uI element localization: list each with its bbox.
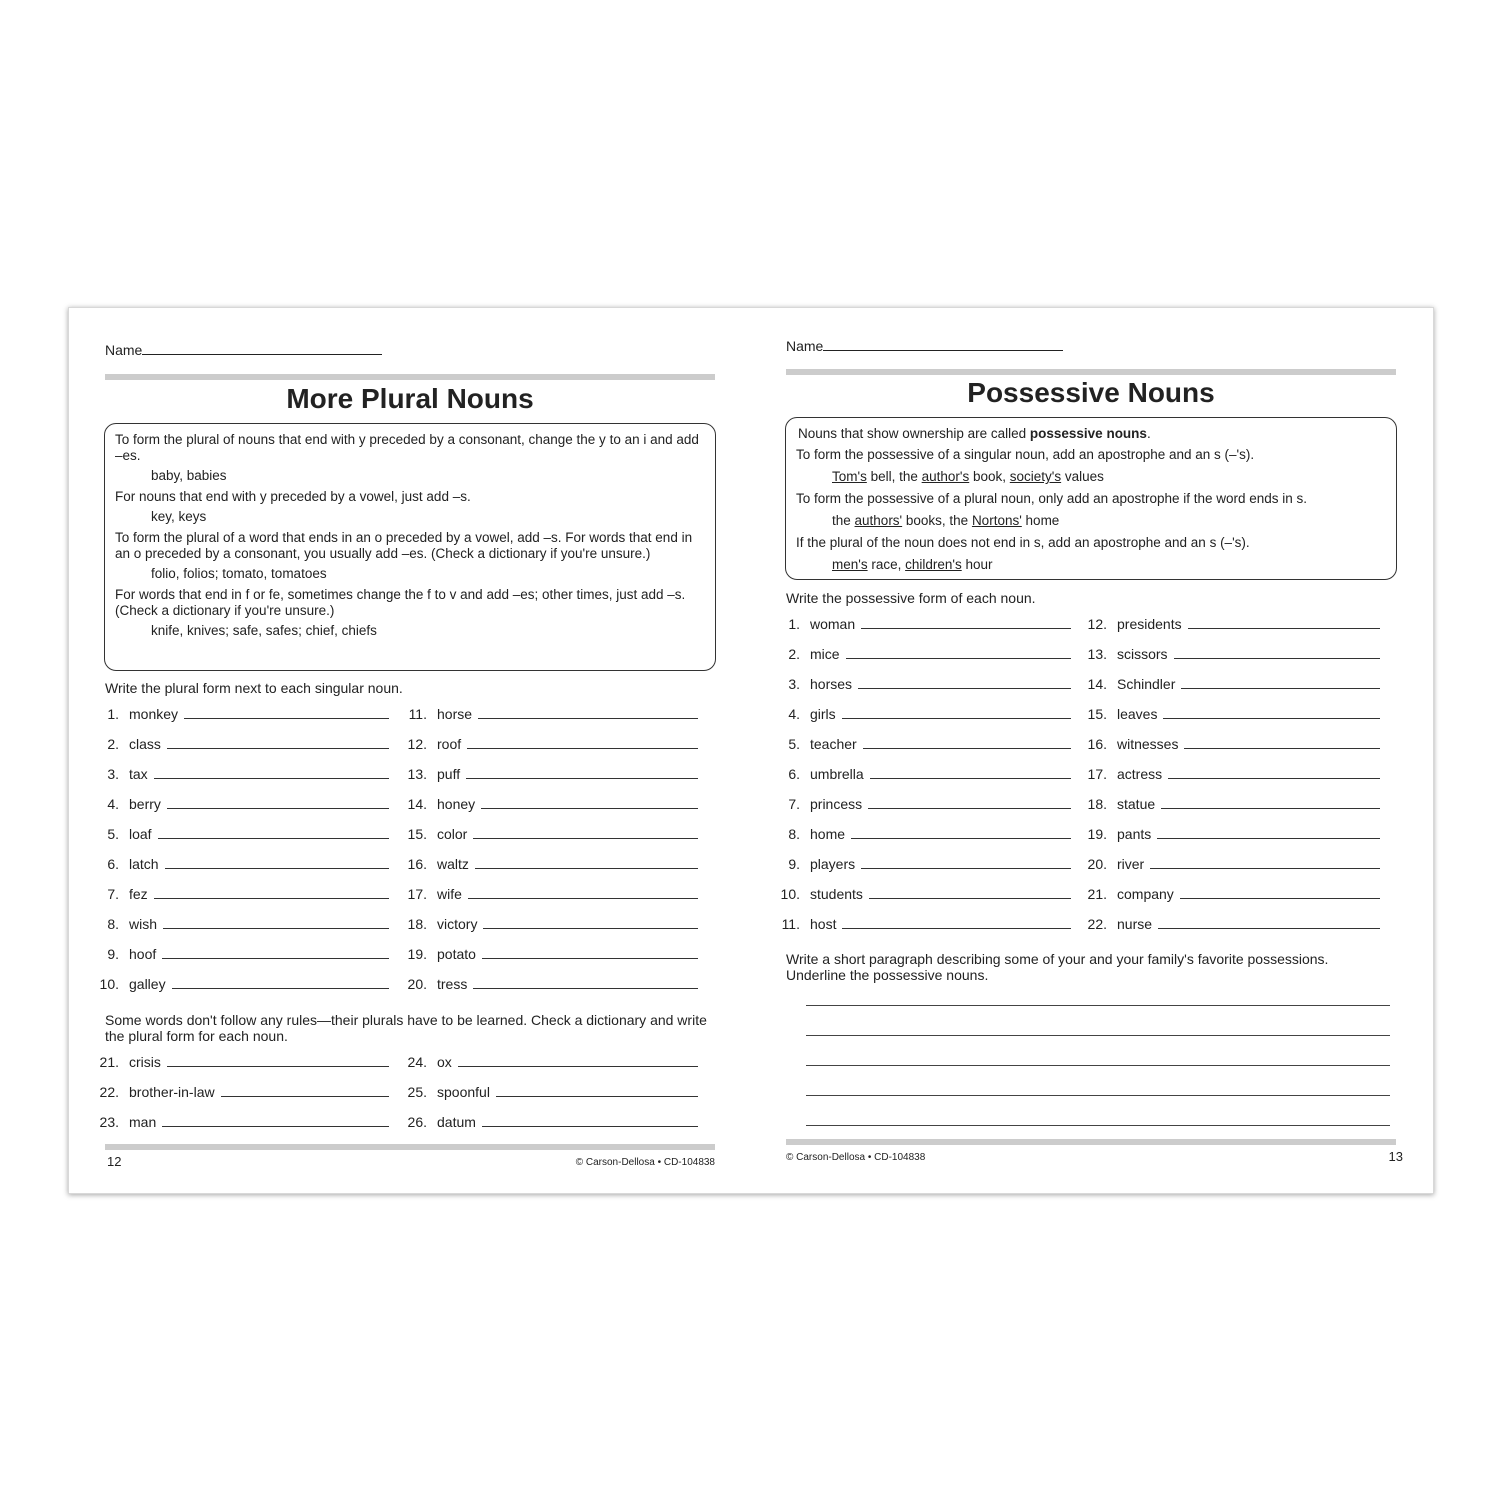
item-word: spoonful <box>437 1084 490 1100</box>
item-number: 17. <box>407 886 427 902</box>
answer-line[interactable] <box>1184 747 1380 749</box>
list-item <box>93 794 389 812</box>
page-title: More Plural Nouns <box>286 383 534 414</box>
answer-line[interactable] <box>458 1065 698 1067</box>
item-number: 12. <box>407 736 427 752</box>
list-item <box>1081 824 1380 842</box>
list-item <box>93 734 389 752</box>
example-segment: hour <box>961 557 993 572</box>
list-item <box>1081 644 1380 662</box>
item-number: 14. <box>1087 676 1107 692</box>
example-segment: the <box>832 513 855 528</box>
item-number: 23. <box>99 1114 119 1130</box>
answer-line[interactable] <box>1180 897 1380 899</box>
item-number: 15. <box>1087 706 1107 722</box>
answer-line[interactable] <box>158 837 389 839</box>
list-item <box>1081 614 1380 632</box>
rule-text: To form the plural of nouns that end with y preceded by a consonant, change the y to an i and add –es. <box>115 432 699 463</box>
list-item <box>93 764 389 782</box>
item-number: 9. <box>788 856 800 872</box>
list-item <box>1081 854 1380 872</box>
item-number: 2. <box>107 736 119 752</box>
item-number: 17. <box>1087 766 1107 782</box>
item-word: woman <box>810 616 856 632</box>
item-number: 20. <box>407 976 427 992</box>
list-item <box>774 614 1071 632</box>
list-item <box>401 734 698 752</box>
item-number: 3. <box>788 676 800 692</box>
rule-text: To form the plural of a word that ends in an o preceded by a vowel, add –s. For words that end in an o preceded by a consonant, you usually add –es. (Check a dictionary if you're unsure.) <box>115 530 693 561</box>
answer-line[interactable] <box>861 867 1071 869</box>
instruction-text-2: Some words don't follow any rules—their plurals have to be learned. Check a dictionary and write the plural form for each noun. <box>105 1012 707 1044</box>
item-word: waltz <box>437 856 469 872</box>
list-item <box>401 944 698 962</box>
item-number: 16. <box>1087 736 1107 752</box>
list-item <box>401 704 698 722</box>
list-item <box>401 854 698 872</box>
answer-line[interactable] <box>468 897 698 899</box>
item-word: home <box>810 826 846 842</box>
answer-line[interactable] <box>167 1065 389 1067</box>
list-item <box>1081 914 1380 932</box>
list-item <box>774 884 1071 902</box>
rules-box <box>104 423 716 671</box>
item-word: company <box>1117 886 1174 902</box>
item-number: 18. <box>1087 796 1107 812</box>
answer-line[interactable] <box>1168 777 1380 779</box>
example-segment: book, <box>969 469 1010 484</box>
item-word: presidents <box>1117 616 1182 632</box>
example-text <box>796 557 1386 573</box>
answer-line[interactable] <box>858 687 1071 689</box>
example-segment: values <box>1061 469 1104 484</box>
item-word: monkey <box>129 706 179 722</box>
answer-line[interactable] <box>482 957 698 959</box>
list-item <box>774 764 1071 782</box>
item-word: hoof <box>129 946 157 962</box>
item-word: leaves <box>1117 706 1158 722</box>
answer-line[interactable] <box>473 837 698 839</box>
item-number: 26. <box>407 1114 427 1130</box>
possessive-example: Tom's <box>832 469 867 484</box>
item-word: ox <box>437 1054 452 1070</box>
copyright: © Carson-Dellosa • CD-104838 <box>575 1157 715 1168</box>
possessive-example: Nortons' <box>971 513 1022 528</box>
item-number: 6. <box>107 856 119 872</box>
answer-line[interactable] <box>842 927 1071 929</box>
list-item <box>774 644 1071 662</box>
copyright: © Carson-Dellosa • CD-104838 <box>786 1152 926 1163</box>
item-number: 7. <box>788 796 800 812</box>
answer-line[interactable] <box>154 897 389 899</box>
list-item <box>774 824 1071 842</box>
item-number: 13. <box>1087 646 1107 662</box>
name-label: Name <box>105 342 143 358</box>
list-item <box>401 824 698 842</box>
item-number: 6. <box>788 766 800 782</box>
item-word: nurse <box>1117 916 1153 932</box>
item-word: honey <box>437 796 476 812</box>
answer-line[interactable] <box>162 1125 389 1127</box>
item-word: students <box>810 886 863 902</box>
footer-rule <box>786 1139 1396 1145</box>
item-number: 4. <box>107 796 119 812</box>
page-number: 12 <box>107 1154 122 1169</box>
footer-rule <box>105 1144 715 1150</box>
item-number: 19. <box>1087 826 1107 842</box>
name-blank[interactable] <box>142 342 382 355</box>
item-word: princess <box>810 796 863 812</box>
item-number: 5. <box>788 736 800 752</box>
item-number: 22. <box>99 1084 119 1100</box>
item-number: 24. <box>407 1054 427 1070</box>
item-word: umbrella <box>810 766 864 782</box>
page-number: 13 <box>1388 1149 1403 1164</box>
item-number: 16. <box>407 856 427 872</box>
rule-text: For words that end in f or fe, sometimes change the f to v and add –es; other times, just add –s. (Check a dictionary if you're unsure.) <box>115 587 686 618</box>
answer-line[interactable] <box>869 897 1071 899</box>
list-item <box>1081 884 1380 902</box>
list-item <box>401 1082 698 1100</box>
list-item <box>1081 674 1380 692</box>
item-word: players <box>810 856 856 872</box>
list-item <box>93 704 389 722</box>
answer-line[interactable] <box>868 807 1071 809</box>
list-item <box>93 884 389 902</box>
answer-line[interactable] <box>482 1125 698 1127</box>
answer-line[interactable] <box>861 627 1071 629</box>
item-number: 4. <box>788 706 800 722</box>
answer-line[interactable] <box>842 717 1071 719</box>
possessive-example: authors' <box>854 513 903 528</box>
list-item <box>1081 794 1380 812</box>
list-item <box>93 824 389 842</box>
list-item <box>401 1112 698 1130</box>
rule-text: To form the possessive of a singular noun, add an apostrophe and an s (–'s). <box>796 447 1255 462</box>
item-number: 11. <box>408 706 427 722</box>
example-segment: bell, the <box>866 469 922 484</box>
answer-line[interactable] <box>870 777 1071 779</box>
list-item <box>774 674 1071 692</box>
item-number: 9. <box>107 946 119 962</box>
item-number: 22. <box>1087 916 1107 932</box>
list-item <box>401 764 698 782</box>
item-word: girls <box>810 706 836 722</box>
item-word: mice <box>810 646 840 662</box>
workbook-spread <box>68 307 1434 1194</box>
list-item <box>93 1112 389 1130</box>
answer-line[interactable] <box>1163 717 1380 719</box>
list-item <box>774 794 1071 812</box>
item-word: berry <box>129 796 161 812</box>
answer-line[interactable] <box>481 807 698 809</box>
item-word: datum <box>437 1114 476 1130</box>
instruction-text: Write the plural form next to each singular noun. <box>105 680 403 696</box>
item-number: 8. <box>107 916 119 932</box>
item-number: 10. <box>780 886 800 902</box>
list-item <box>1081 764 1380 782</box>
writing-line[interactable] <box>806 1005 1390 1006</box>
answer-line[interactable] <box>1161 807 1380 809</box>
item-number: 15. <box>407 826 427 842</box>
item-number: 10. <box>99 976 119 992</box>
answer-line[interactable] <box>163 927 389 929</box>
rule-text: To form the possessive of a plural noun, only add an apostrophe if the word ends in s. <box>796 491 1308 506</box>
item-word: man <box>129 1114 157 1130</box>
answer-line[interactable] <box>167 807 389 809</box>
key-term: possessive nouns <box>1029 426 1147 441</box>
item-word: pants <box>1117 826 1152 842</box>
list-item <box>93 914 389 932</box>
item-word: victory <box>437 916 478 932</box>
answer-line[interactable] <box>467 747 698 749</box>
item-number: 3. <box>107 766 119 782</box>
answer-line[interactable] <box>846 657 1071 659</box>
item-number: 13. <box>407 766 427 782</box>
possessive-example: children's <box>905 557 962 572</box>
answer-line[interactable] <box>1150 867 1380 869</box>
item-number: 20. <box>1087 856 1107 872</box>
answer-line[interactable] <box>863 747 1071 749</box>
answer-line[interactable] <box>167 747 389 749</box>
name-field[interactable] <box>786 338 1063 354</box>
item-number: 21. <box>1087 886 1107 902</box>
name-blank[interactable] <box>823 338 1063 351</box>
list-item <box>774 914 1071 932</box>
item-word: Schindler <box>1117 676 1176 692</box>
answer-line[interactable] <box>162 957 389 959</box>
rules-box <box>785 417 1397 580</box>
example-text: key, keys <box>151 509 207 524</box>
item-number: 7. <box>107 886 119 902</box>
item-word: tax <box>129 766 148 782</box>
item-word: loaf <box>129 826 152 842</box>
answer-line[interactable] <box>1181 687 1380 689</box>
item-word: witnesses <box>1117 736 1179 752</box>
item-word: actress <box>1117 766 1163 782</box>
item-word: teacher <box>810 736 857 752</box>
answer-line[interactable] <box>478 717 698 719</box>
answer-line[interactable] <box>473 987 698 989</box>
item-word: brother-in-law <box>129 1084 215 1100</box>
item-word: latch <box>129 856 159 872</box>
item-word: statue <box>1117 796 1156 812</box>
example-text: knife, knives; safe, safes; chief, chiefs <box>151 623 377 638</box>
list-item <box>93 1082 389 1100</box>
rule-text: If the plural of the noun does not end in s, add an apostrophe and an s (–'s). <box>796 535 1250 550</box>
instruction-text-2: Write a short paragraph describing some of your and your family's favorite possessions. Underline the possessive nouns. <box>786 951 1329 983</box>
example-text <box>796 469 1386 485</box>
list-item <box>774 704 1071 722</box>
list-item <box>774 734 1071 752</box>
item-number: 1. <box>788 616 800 632</box>
example-text <box>796 513 1386 529</box>
answer-line[interactable] <box>1157 837 1380 839</box>
item-word: wife <box>437 886 462 902</box>
list-item <box>401 914 698 932</box>
answer-line[interactable] <box>1174 657 1380 659</box>
instruction-text: Write the possessive form of each noun. <box>786 590 1036 606</box>
list-item <box>1081 734 1380 752</box>
list-item <box>774 854 1071 872</box>
list-item <box>93 944 389 962</box>
item-word: fez <box>129 886 148 902</box>
answer-line[interactable] <box>466 777 698 779</box>
answer-line[interactable] <box>172 987 389 989</box>
intro-text: Nouns that show ownership are called possessive nouns. <box>798 426 1151 441</box>
list-item <box>93 1052 389 1070</box>
item-word: class <box>129 736 161 752</box>
header-rule <box>786 369 1396 375</box>
name-field[interactable] <box>105 342 382 358</box>
possessive-example: society's <box>1009 469 1062 484</box>
header-rule <box>105 374 715 380</box>
example-text: folio, folios; tomato, tomatoes <box>151 566 327 581</box>
rule-text: For nouns that end with y preceded by a vowel, just add –s. <box>115 489 471 504</box>
item-word: host <box>810 916 837 932</box>
right-page <box>751 308 1433 1193</box>
page-title: Possessive Nouns <box>967 377 1215 408</box>
item-number: 14. <box>407 796 427 812</box>
item-word: galley <box>129 976 166 992</box>
answer-line[interactable] <box>851 837 1071 839</box>
item-word: color <box>437 826 468 842</box>
item-word: horses <box>810 676 853 692</box>
example-segment: books, the <box>902 513 972 528</box>
writing-line[interactable] <box>806 1125 1390 1126</box>
item-word: crisis <box>129 1054 161 1070</box>
possessive-example: men's <box>832 557 868 572</box>
answer-line[interactable] <box>154 777 389 779</box>
item-number: 1. <box>107 706 119 722</box>
example-text: baby, babies <box>151 468 227 483</box>
answer-line[interactable] <box>496 1095 698 1097</box>
list-item <box>93 974 389 992</box>
answer-line[interactable] <box>1188 627 1380 629</box>
answer-line[interactable] <box>221 1095 389 1097</box>
answer-line[interactable] <box>483 927 698 929</box>
item-word: puff <box>437 766 461 782</box>
item-number: 19. <box>407 946 427 962</box>
item-word: scissors <box>1117 646 1168 662</box>
item-word: horse <box>437 706 473 722</box>
item-word: potato <box>437 946 476 962</box>
item-number: 11. <box>781 916 800 932</box>
list-item <box>401 974 698 992</box>
list-item <box>401 884 698 902</box>
item-word: wish <box>129 916 158 932</box>
possessive-example: author's <box>921 469 970 484</box>
item-number: 18. <box>407 916 427 932</box>
list-item <box>401 1052 698 1070</box>
writing-line[interactable] <box>806 1035 1390 1036</box>
item-number: 25. <box>407 1084 427 1100</box>
item-word: river <box>1117 856 1145 872</box>
left-page <box>69 308 751 1193</box>
answer-line[interactable] <box>184 717 389 719</box>
name-label: Name <box>786 338 824 354</box>
answer-line[interactable] <box>475 867 698 869</box>
list-item <box>1081 704 1380 722</box>
example-segment: home <box>1021 513 1060 528</box>
item-number: 5. <box>107 826 119 842</box>
example-segment: race, <box>867 557 906 572</box>
item-number: 21. <box>99 1054 119 1070</box>
writing-line[interactable] <box>806 1065 1390 1066</box>
answer-line[interactable] <box>1158 927 1380 929</box>
item-word: roof <box>437 736 462 752</box>
item-number: 8. <box>788 826 800 842</box>
answer-line[interactable] <box>165 867 389 869</box>
item-number: 12. <box>1087 616 1107 632</box>
list-item <box>93 854 389 872</box>
item-word: tress <box>437 976 468 992</box>
writing-line[interactable] <box>806 1095 1390 1096</box>
item-number: 2. <box>788 646 800 662</box>
list-item <box>401 794 698 812</box>
